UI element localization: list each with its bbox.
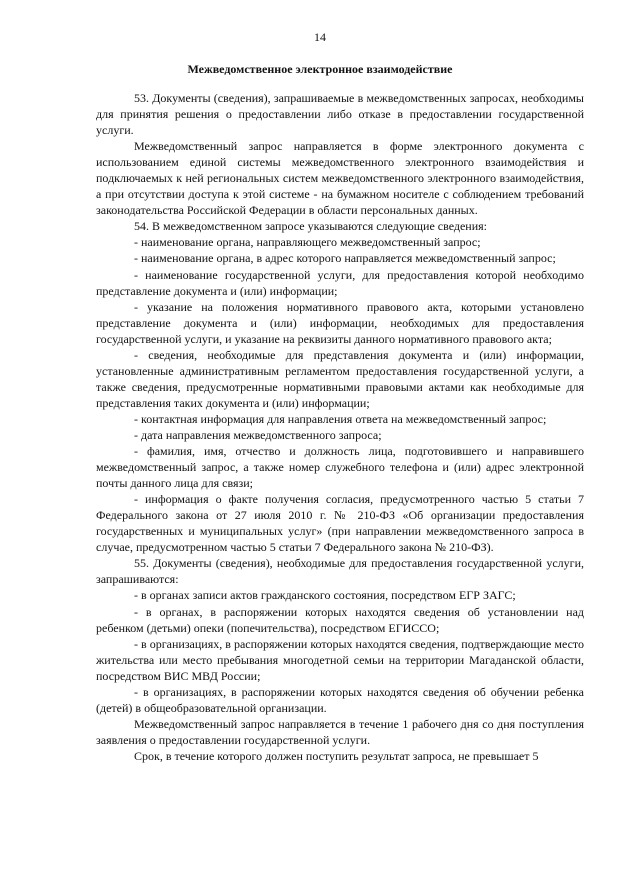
list-item: - информация о факте получения согласия, предусмотренного частью 5 статьи 7 Федерального закона от 27 июля 2010 г. № 210-ФЗ «Об организации предоставления государственных и муниципальных услуг» (при направлении межведомственного запроса в случае, предусмотренном частью 5 статьи 7 Федерального закона № 210-ФЗ). bbox=[96, 492, 584, 555]
list-item: - в организациях, в распоряжении которых находятся сведения, подтверждающие место жительства или место пребывания многодетной семьи на территории Магаданской области, посредством ВИС МВД России; bbox=[96, 636, 584, 683]
paragraph: 53. Документы (сведения), запрашиваемые в межведомственных запросах, необходимы для принятия решения о предоставлении либо отказе в предоставлении государственной услуги. bbox=[96, 91, 584, 138]
list-item: - сведения, необходимые для представления документа и (или) информации, установленные административным регламентом предоставления государственной услуги, а также сведения, предусмотренные нормативными правовыми актами как необходимые для представления таких документа и (или) информации; bbox=[96, 347, 584, 410]
page-number: 14 bbox=[314, 30, 326, 44]
list-item: - наименование органа, в адрес которого направляется межведомственный запрос; bbox=[134, 251, 556, 266]
list-item: - указание на положения нормативного правового акта, которыми установлено представление документа и (или) информации, необходимых для предоставления государственной услуги, и указание на реквизиты данного нормативного правового акта; bbox=[96, 299, 584, 346]
paragraph: Межведомственный запрос направляется в форме электронного документа с использованием единой системы межведомственного электронного взаимодействия и подключаемых к ней региональных систем межведомственного электронного взаимодействия, а при отсутствии доступа к этой системе - на бумажном носителе с соблюдением требований законодательства Российской Федерации в области персональных данных. bbox=[96, 139, 584, 218]
list-item: - в органах, в распоряжении которых находятся сведения об установлении над ребенком (детьми) опеки (попечительства), посредством ЕГИССО; bbox=[96, 604, 584, 635]
list-item: - наименование государственной услуги, для предоставления которой необходимо представление документа и (или) информации; bbox=[96, 267, 584, 298]
list-item: - фамилия, имя, отчество и должность лица, подготовившего и направившего межведомственный запрос, а также номер служебного телефона и (или) адрес электронной почты данного лица для связи; bbox=[96, 444, 584, 491]
paragraph: 54. В межведомственном запросе указываются следующие сведения: bbox=[134, 219, 487, 234]
paragraph: Межведомственный запрос направляется в течение 1 рабочего дня со дня поступления заявления о предоставлении государственной услуги. bbox=[96, 716, 584, 747]
list-item: - дата направления межведомственного запроса; bbox=[134, 427, 382, 442]
list-item: - контактная информация для направления ответа на межведомственный запрос; bbox=[134, 411, 547, 426]
section-title: Межведомственное электронное взаимодействие bbox=[187, 62, 453, 76]
paragraph: Срок, в течение которого должен поступить результат запроса, не превышает 5 bbox=[134, 748, 539, 763]
paragraph: 55. Документы (сведения), необходимые для предоставления государственной услуги, запрашиваются: bbox=[96, 556, 584, 587]
list-item: - в организациях, в распоряжении которых находятся сведения об обучении ребенка (детей) в общеобразовательной организации. bbox=[96, 684, 584, 715]
document-body bbox=[96, 90, 584, 764]
list-item: - в органах записи актов гражданского состояния, посредством ЕГР ЗАГС; bbox=[134, 588, 516, 603]
list-item: - наименование органа, направляющего межведомственный запрос; bbox=[134, 235, 481, 250]
